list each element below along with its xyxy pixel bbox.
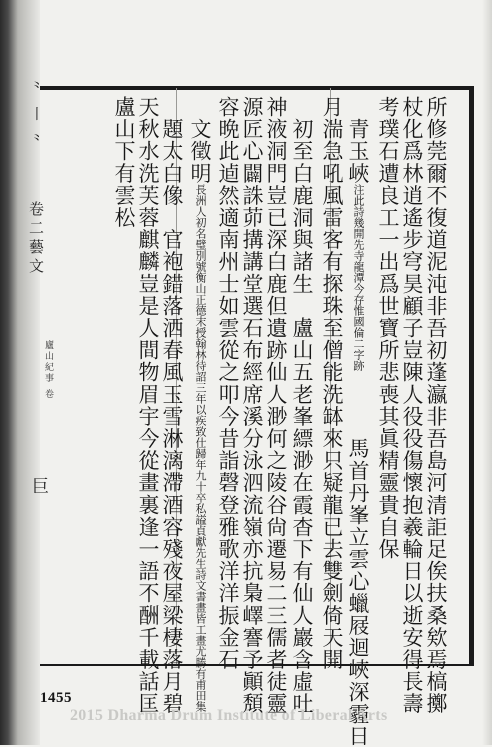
text-column — [160, 96, 183, 715]
text-segment: 月湍急吼風雷客有探珠至僧能洗缽來只疑龍已去雙劍倚天開 — [320, 96, 344, 671]
text-segment: 盧山下有雲松 — [112, 96, 136, 229]
text-segment: 神液洞門豈已深白鹿但遺跡仙人渺何之陵谷尙遷易二三儒者徒靈 — [264, 96, 288, 715]
side-meta-text: 廬山紀事 卷 — [43, 340, 53, 400]
text-segment: 源匠心闢誅茆搆講堂選石布經席溪分泳泗流嶺亦抗梟嶧謇予顚頽 — [240, 96, 264, 715]
text-segment: 馬首丹峯立雲心蠟屐迴峽深霾日 — [346, 371, 370, 747]
text-segment: 天秋水洗芙蓉麒麟豈是人間物眉宇今從畫裏逢一語不酬千載話匡 — [136, 96, 160, 715]
text-column — [240, 96, 263, 715]
section-label: 卷二藝文 — [27, 200, 45, 277]
text-column — [136, 96, 159, 715]
annotation-note: 注此詩幾開先寺龍潭今存惟國倫二字跡 — [352, 184, 365, 372]
text-column — [424, 96, 447, 715]
text-column — [320, 96, 343, 671]
side-mark: 巨 — [28, 476, 48, 498]
watermark: 2015 Dharma Drum Institute of Liberal Arts — [70, 707, 388, 724]
text-segment: 題太白像 官袍錯落洒春風玉雪淋漓滯酒容殘夜屋梁棲落月碧 — [160, 96, 184, 715]
text-column — [290, 96, 313, 715]
text-segment: 容晩此逌然適南州士如雲從之叩今昔詣磬登雅歌洋洋振金石 — [216, 96, 240, 671]
text-segment: 青玉峽 — [346, 96, 370, 185]
text-column — [188, 96, 211, 712]
text-column — [216, 96, 239, 671]
text-segment: 杖化爲林逍遙步穹昊顧子豈陳人役役傷懷抱羲輪日以逝安得長壽 — [400, 96, 424, 715]
text-column — [112, 96, 135, 229]
page-number: 1455 — [40, 690, 72, 706]
text-column — [376, 96, 399, 560]
text-segment: 所修莞爾不復道泥沌非吾初蓬瀛非吾島河清詎足俟扶桑欸焉槁擲 — [424, 96, 448, 715]
page-edge-shadow — [482, 0, 492, 745]
text-column — [264, 96, 287, 715]
side-top-marks: ⺀ 丨 ⺀ — [28, 80, 44, 151]
text-segment: 初至白鹿洞與諸生 盧山五老峯縹渺在霞杳下有仙人巖含虛吐 — [290, 96, 314, 715]
text-segment: 考璞石遭良工一出爲世寶所悲喪其眞精靈貴自保 — [376, 96, 400, 561]
text-segment: 文徵明 — [188, 96, 212, 185]
annotation-note: 長洲人初名璧別號衡山正德末授翰林待詔三年以疾致仕歸年九十卒私謚貞獻先生詩文書畫皆工畫尤勝有甫田集 — [194, 184, 207, 713]
text-column — [346, 96, 369, 747]
text-column — [400, 96, 423, 715]
